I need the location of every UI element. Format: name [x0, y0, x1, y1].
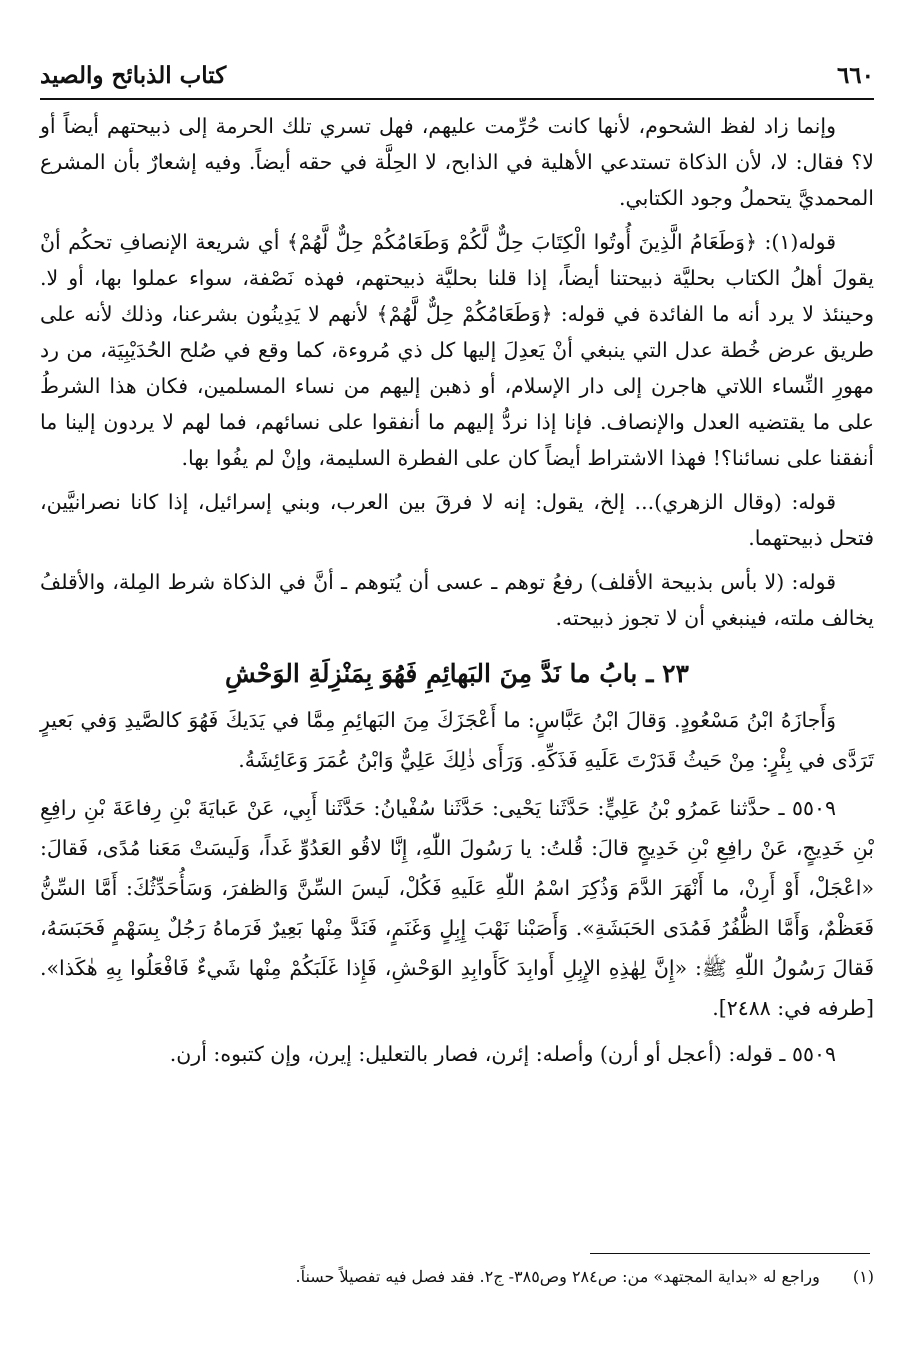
footnote-text: وراجع له «بداية المجتهد» من: ص٢٨٤ وص٣٨٥- ج٢. فقد فصل فيه تفصيلاً حسناً. [295, 1267, 820, 1286]
hadith-5509: ٥٥٠٩ ـ حدَّثنا عَمرُو بْنُ عَلِيٍّ: حَدَّثَنا يَحْيى: حَدَّثَنا سُفْيانُ: حَدَّثَنا أَبِي، عَنْ عَبايَةَ بْنِ رِفاعَةَ بْنِ رافِعِ بْنِ خَدِيجٍ، عَنْ رافِعِ بْنِ خَدِيجٍ قالَ: قُلتُ: يا رَسُولَ اللّٰهِ، إِنَّا لاقُو العَدُوِّ غَداً، وَلَيسَتْ مَعَنا مُدًى، فَقالَ: «اعْجَلْ، أَوْ أَرِنْ، ما أَنْهَرَ الدَّمَ وَذُكِرَ اسْمُ اللّٰهِ عَلَيهِ فَكُلْ، لَيسَ السِّنَّ وَالظفرَ، وَسَأُحَدِّثُكَ: أَمَّا السِّنُّ فَعَظْمٌ، وَأَمَّا الظُّفُرُ فَمُدَى الحَبَشَةِ». وَأَصَبْنا نَهْبَ إِبِلٍ وَغَنَمٍ، فَنَدَّ مِنْها بَعِيرٌ فَرَماهُ رَجُلٌ بِسَهْمٍ فَحَبَسَهُ، فَقالَ رَسُولُ اللّٰهِ ﷺ: «إِنَّ لِهٰذِهِ الإِبِلِ أَوابِدَ كَأَوابِدِ الوَحْشِ، فَإِذا غَلَبَكُمْ مِنْها شَيءٌ فَافْعَلُوا بِهِ هٰكَذا». [طرفه في: ٢٤٨٨]. [40, 796, 874, 1020]
paragraph-zuhri: قوله: (وقال الزهري)... إلخ، يقول: إنه لا فرقَ بين العرب، وبني إسرائيل، إذا كانا نصرانيَّين، فتحل ذبيحتهما. [40, 490, 874, 550]
page-number: ٦٦٠ [836, 62, 874, 89]
book-title: كتاب الذبائح والصيد [40, 62, 227, 89]
page-body [40, 108, 874, 1080]
paragraph-taam-ahl-kitab: قوله(١): ﴿وَطَعَامُ الَّذِينَ أُوتُوا الْكِتَابَ حِلٌّ لَّكُمْ وَطَعَامُكُمْ حِلٌّ لَّهُمْ﴾ أي شريعة الإنصافِ تحكُم أنْ يقولَ أهلُ الكتاب بحليَّة ذبيحتنا أيضاً، إذا قلنا بحليَّة ذبيحتهم، فهذه نَصْفة، سواء عملوا بها، أو لا. وحينئذ لا يرد أنه ما الفائدة في قوله: ﴿وَطَعَامُكُمْ حِلٌّ لَّهُمْ﴾ لأنهم لا يَدِينُون بشرعنا، وذلك لأنه على طريق عرض خُطة عدل التي ينبغي أنْ يَعدِلَ إليها كل ذي مُروءة، كما وقع في صُلح الحُدَيْبِيَة، من رد مهورِ النِّساء اللاتي هاجرن إلى دار الإسلام، أو ذهبن إليهم من نساء المسلمين، فكان هذا الشرطُ على ما يقتضيه العدل والإنصاف. فإنا إذا نردُّ إليهم ما أنفقوا على نسائهم، فما لهم لا يردون إلينا ما أنفقنا على نسائنا؟! فهذا الاشتراط أيضاً كان على الفطرة السليمة، وإنْ لم يفُوا بها. [40, 230, 874, 470]
paragraph-aqlaf: قوله: (لا بأس بذبيحة الأقلف) رفعُ توهم ـ عسى أن يُتوهم ـ أنَّ في الذكاة شرط المِلة، والأقلفُ يخالف ملته، فينبغي أن لا تجوز ذبيحته. [40, 570, 874, 630]
chapter-heading: ٢٣ ـ بابُ ما نَدَّ مِنَ البَهائِمِ فَهُوَ بِمَنْزِلَةِ الوَحْشِ [225, 659, 689, 688]
commentary-5509: ٥٥٠٩ ـ قوله: (أعجل أو أرن) وأصله: إئرن، فصار بالتعليل: إيرن، وإن كتبوه: أرن. [169, 1042, 836, 1066]
footnote-number: (١) [852, 1267, 874, 1286]
page-header [40, 58, 874, 98]
header-rule [40, 98, 874, 100]
paragraph-shuhum: وإنما زاد لفظ الشحوم، لأنها كانت حُرِّمت عليهم، فهل تسري تلك الحرمة إلى ذبيحتهم أيضاً أو لا؟ فقال: لا، لأن الذكاة تستدعي الأهلية في الذابح، لا الحِلَّة في حقه أيضاً. وفيه إشعارٌ بأن المشرع المحمديَّ يتحملُ وجود الكتابي. [40, 114, 874, 210]
chapter-intro-text: وَأَجازَهُ ابْنُ مَسْعُودٍ. وَقالَ ابْنُ عَبَّاسٍ: ما أَعْجَزَكَ مِنَ البَهائِمِ مِمَّا في يَدَيكَ فَهُوَ كالصَّيدِ وَفي بَعيرٍ تَرَدَّى في بِئْرٍ: مِنْ حَيثُ قَدَرْتَ عَلَيهِ فَذَكِّهِ. وَرَأَى ذٰلِكَ عَلِيٌّ وَابْنُ عُمَرَ وَعَائِشَةُ. [40, 708, 874, 772]
footnote-separator [590, 1253, 870, 1254]
footnote [40, 1262, 874, 1292]
